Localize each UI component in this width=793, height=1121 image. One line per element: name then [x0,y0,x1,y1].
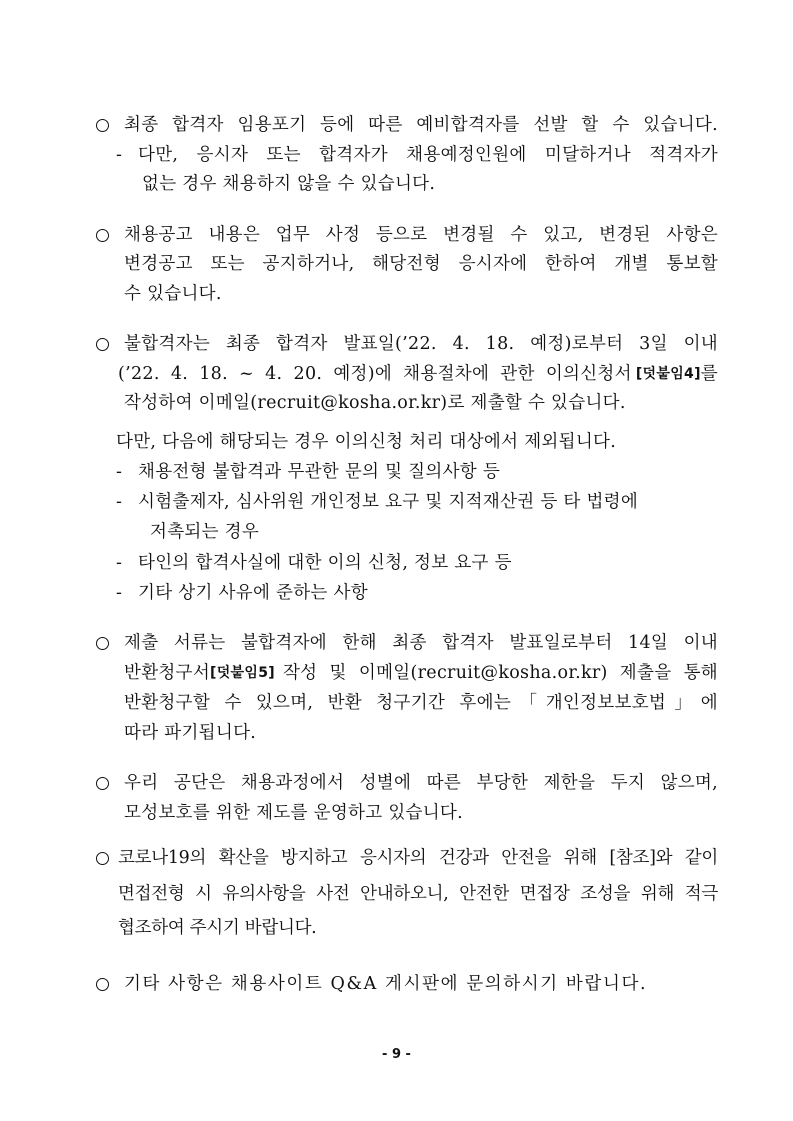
attachment-ref: [덧붙임5] [210,665,275,681]
attachment-ref: [덧붙임4] [635,366,701,382]
bullet-circle-icon [96,229,109,242]
paragraph-line [118,362,718,386]
paragraph-line: 채용공고 내용은 업무 사정 등으로 변경될 수 있고, 변경된 사항은 [124,225,718,245]
paragraph-line: 작성하여 이메일(recruit@kosha.or.kr)로 제출할 수 있습니다. [124,393,626,413]
paragraph-line: 기타 상기 사유에 준하는 사항 [138,583,368,603]
paragraph-line: 다만, 다음에 해당되는 경우 이의신청 처리 대상에서 제외됩니다. [116,432,617,452]
paragraph-line: 기타 사항은 채용사이트 Q&A 게시판에 문의하시기 바랍니다. [124,974,648,994]
paragraph-line: 우리 공단은 채용과정에서 성별에 따른 부당한 제한을 두지 않으며, [124,773,718,793]
paragraph-line: 없는 경우 채용하지 않을 수 있습니다. [142,174,436,194]
bullet-circle-icon [96,852,109,865]
paragraph-line: 면접전형 시 유의사항을 사전 안내하오니, 안전한 면접장 조성을 위해 적극 [118,884,718,904]
page-number: - 9 - [382,1047,411,1062]
dash-marker: - [116,583,122,603]
paragraph-line: 최종 합격자 임용포기 등에 따른 예비합격자를 선발 할 수 있습니다. [124,115,718,135]
paragraph-line: 불합격자는 최종 합격자 발표일(’22. 4. 18. 예정)로부터 3일 이내 [124,334,718,354]
paragraph-line: 코로나19의 확산을 방지하고 응시자의 건강과 안전을 위해 [참조]와 같이 [118,848,718,868]
paragraph-line: 제출 서류는 불합격자에 한해 최종 합격자 발표일로부터 14일 이내 [124,633,718,653]
bullet-circle-icon [96,978,109,991]
paragraph-line [124,661,718,685]
paragraph-line: 저촉되는 경우 [150,522,260,542]
paragraph-line: 따라 파기됩니다. [124,723,257,743]
paragraph-text: 반환청구서 [124,663,211,683]
bullet-circle-icon [96,119,109,132]
dash-marker: - [116,145,122,165]
paragraph-line: 다만, 응시자 또는 합격자가 채용예정인원에 미달하거나 적격자가 [138,145,718,165]
paragraph-text: 를 [700,364,718,384]
paragraph-line: 변경공고 또는 공지하거나, 해당전형 응시자에 한하여 개별 통보할 [124,254,718,274]
bullet-circle-icon [96,637,109,650]
dash-marker: - [116,553,122,573]
paragraph-text: 작성 및 이메일(recruit@kosha.or.kr) 제출을 통해 [282,663,718,683]
paragraph-line: 협조하여 주시기 바랍니다. [118,918,317,938]
paragraph-line: 채용전형 불합격과 무관한 문의 및 질의사항 등 [138,462,501,482]
paragraph-text: (’22. 4. 18. ~ 4. 20. 예정)에 채용절차에 관한 이의신청서 [118,364,632,384]
dash-marker: - [116,462,122,482]
bullet-circle-icon [96,777,109,790]
dash-marker: - [116,492,122,512]
paragraph-line: 타인의 합격사실에 대한 이의 신청, 정보 요구 등 [138,553,512,573]
paragraph-line: 수 있습니다. [124,284,222,304]
paragraph-line: 시험출제자, 심사위원 개인정보 요구 및 지적재산권 등 타 법령에 [138,492,639,512]
paragraph-line: 반환청구할 수 있으며, 반환 청구기간 후에는「개인정보보호법」에 [124,693,718,713]
paragraph-line: 모성보호를 위한 제도를 운영하고 있습니다. [124,803,464,823]
bullet-circle-icon [96,338,109,351]
